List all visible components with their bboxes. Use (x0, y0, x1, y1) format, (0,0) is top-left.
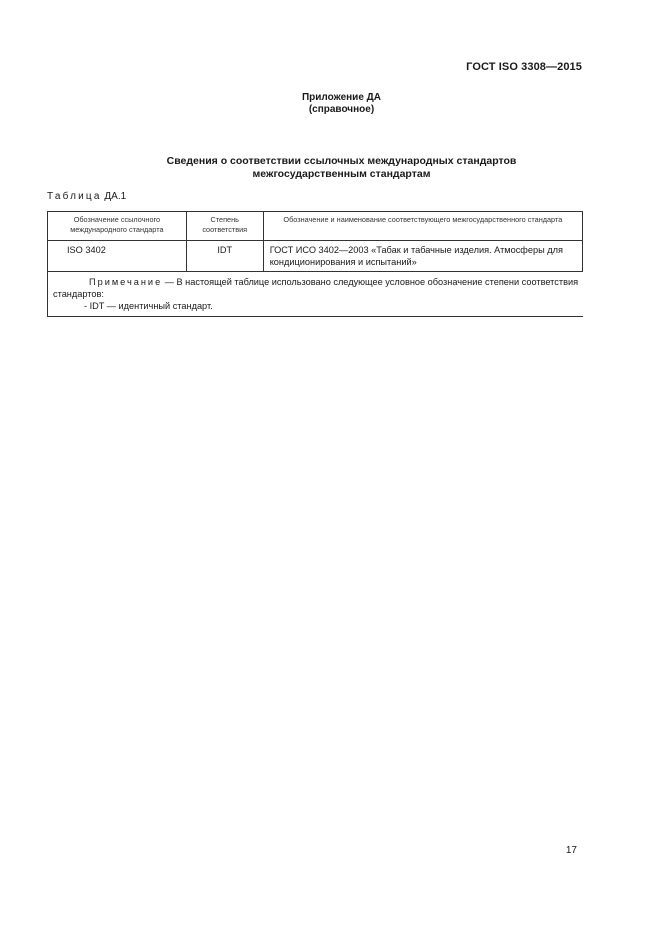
reference-standards-table (47, 211, 583, 317)
table-caption-word: Таблица (47, 191, 102, 202)
annex-heading (0, 92, 661, 116)
header-international-standard: Обозначение ссылочного международного стандарта (48, 212, 187, 241)
table-note (48, 272, 583, 317)
cell-interstate-standard: ГОСТ ИСО 3402—2003 «Табак и табачные изделия. Атмосферы для кондиционирования и испытаний» (263, 241, 582, 272)
table-caption (47, 191, 126, 202)
section-title-line2: межгосударственным стандартам (252, 168, 431, 180)
note-label: Примечание (89, 277, 163, 287)
note-text: — В настоящей таблице использовано следующее условное обозначение степени соответствия стандартов: (53, 277, 579, 299)
table-row (48, 241, 583, 272)
table-caption-number: ДА.1 (104, 191, 127, 202)
section-heading (0, 155, 661, 181)
annex-title: Приложение ДА (301, 92, 382, 103)
table-header-row (48, 212, 583, 241)
note-item: - IDT — идентичный стандарт. (84, 301, 213, 311)
section-title-line1: Сведения о соответствии ссылочных международных стандартов (166, 155, 517, 167)
note-paragraph (53, 276, 579, 300)
table-note-row (48, 272, 583, 317)
annex-subtitle: (справочное) (308, 104, 375, 115)
header-interstate-standard: Обозначение и наименование соответствующего межгосударственного стандарта (263, 212, 582, 241)
cell-international-standard: ISO 3402 (48, 241, 187, 272)
cell-degree: IDT (186, 241, 263, 272)
header-degree: Степень соответствия (186, 212, 263, 241)
standard-code-header: ГОСТ ISO 3308—2015 (466, 61, 582, 73)
page-number: 17 (565, 845, 577, 856)
